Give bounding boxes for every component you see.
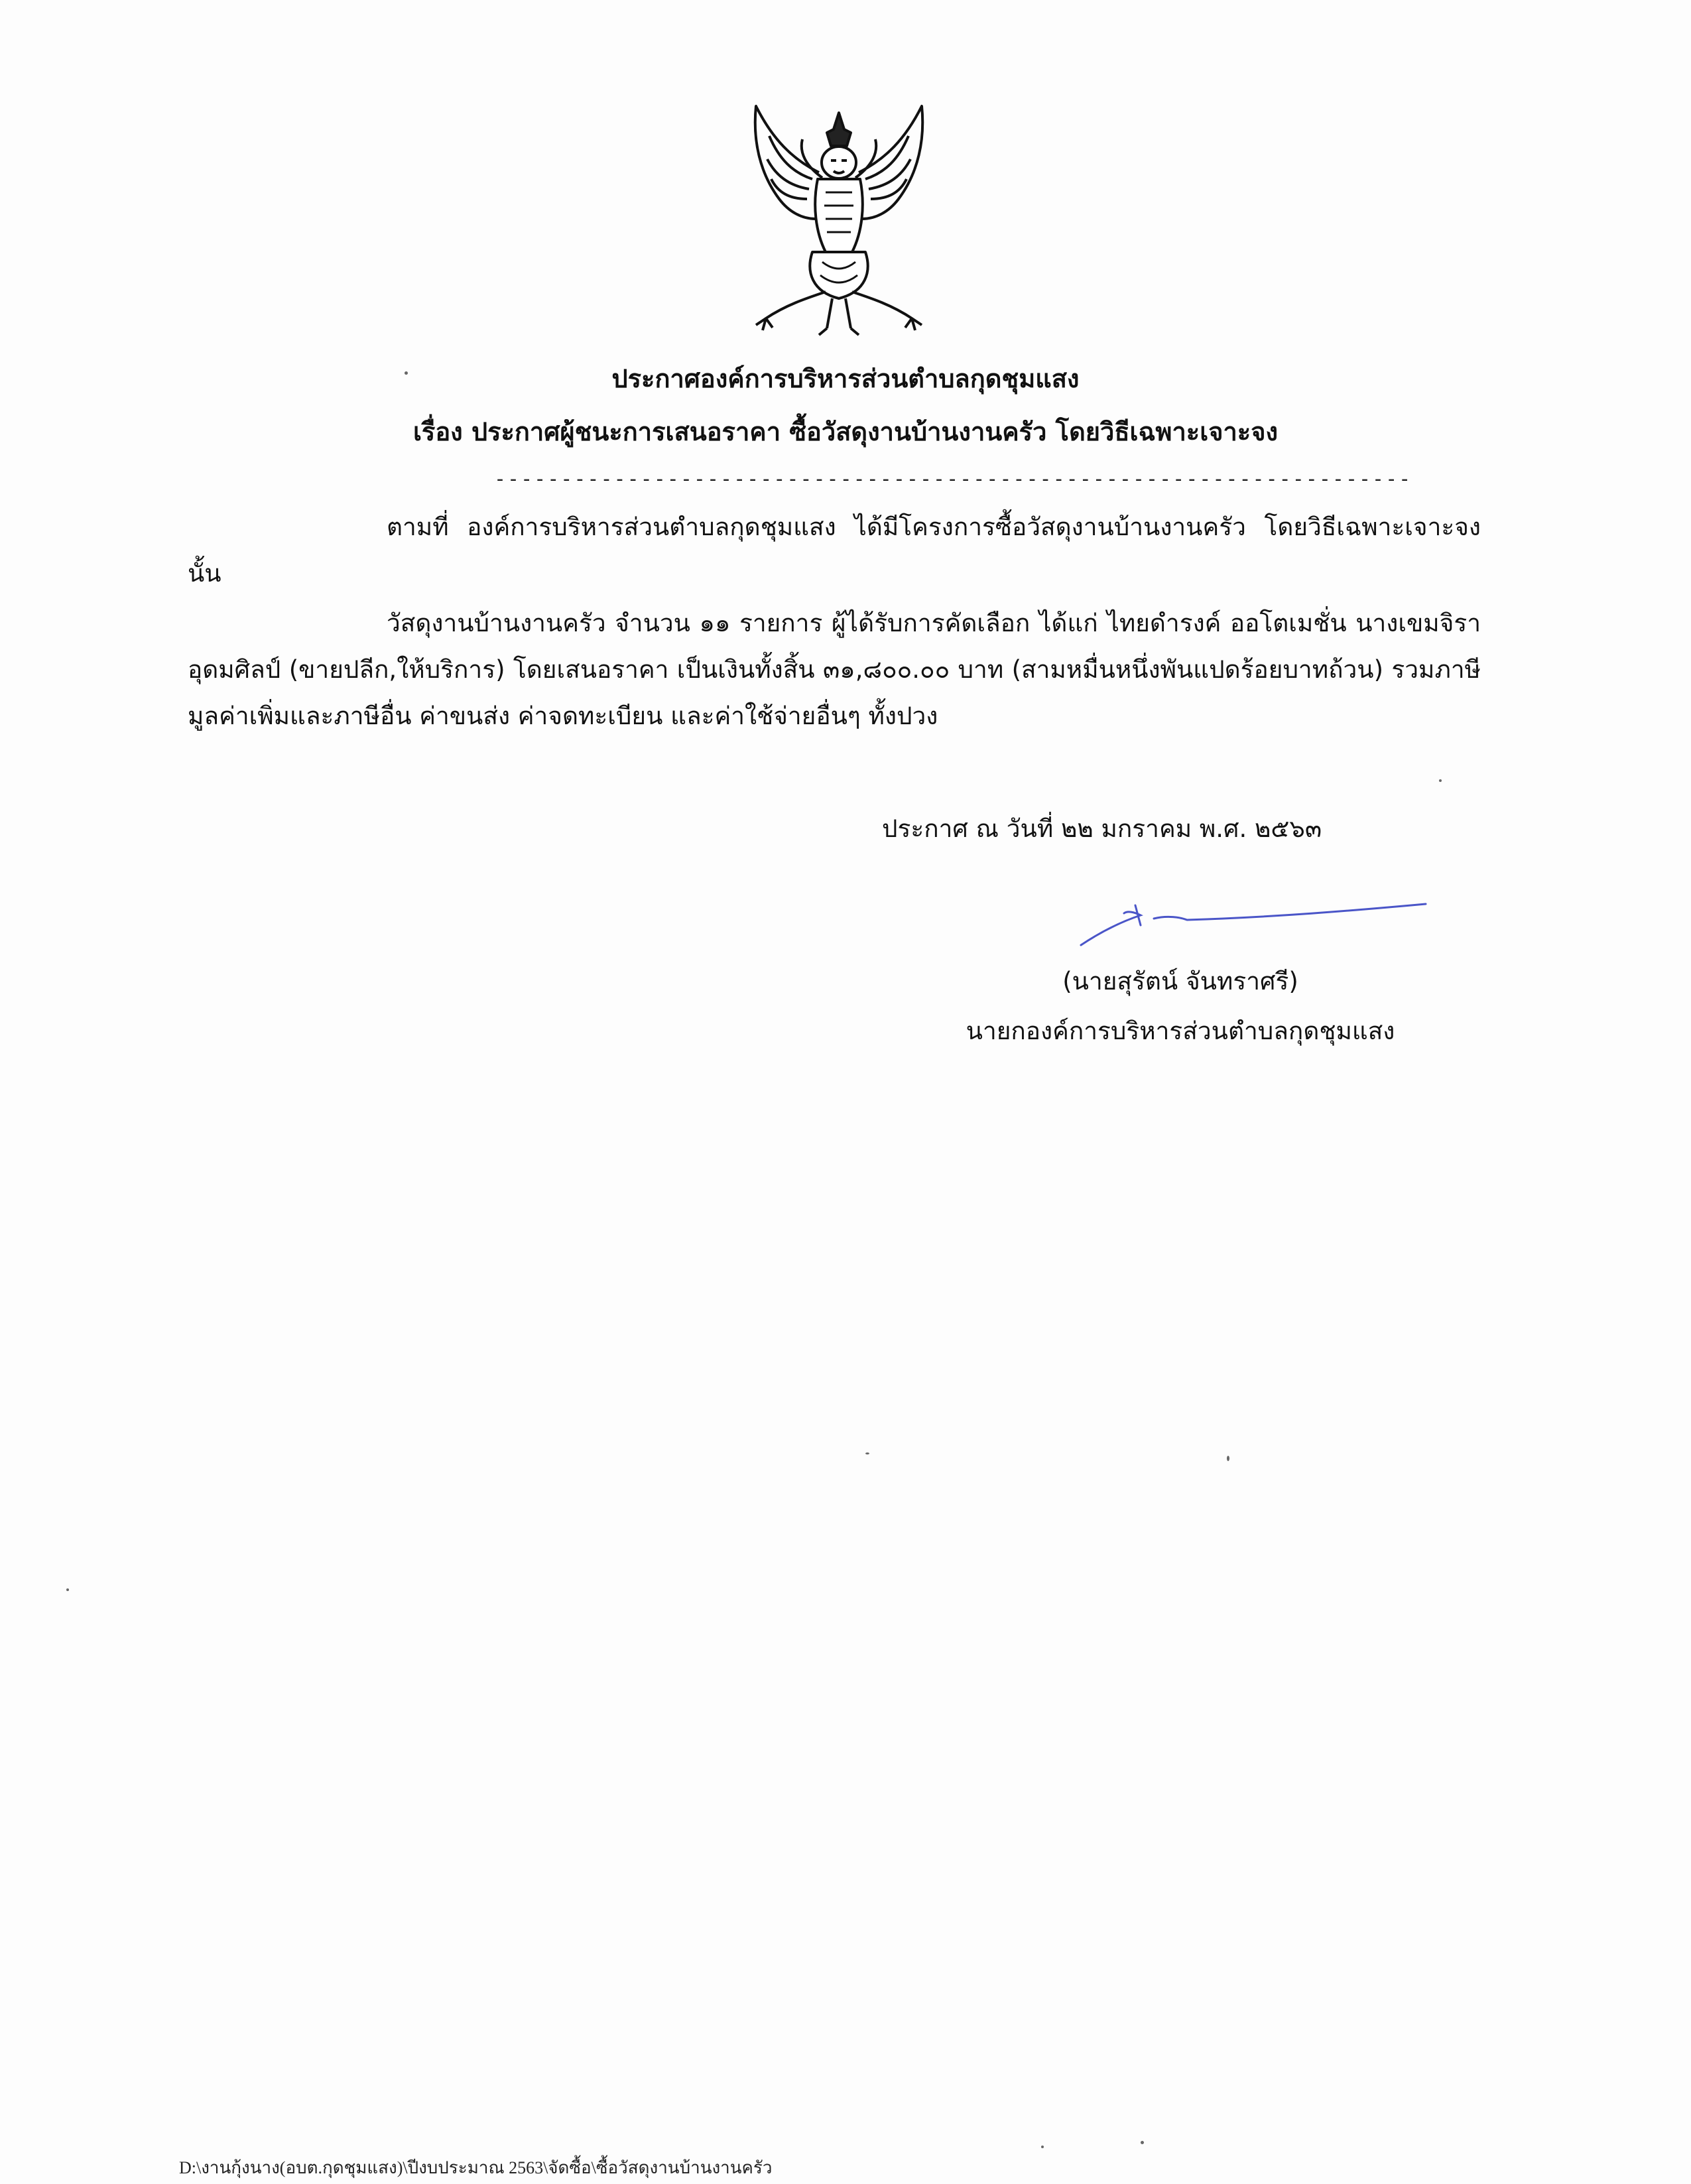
scan-speck: [1041, 2146, 1044, 2148]
announcement-date: ประกาศ ณ วันที่ ๒๒ มกราคม พ.ศ. ๒๕๖๓: [882, 814, 1322, 843]
scan-speck: [66, 1588, 69, 1591]
scan-speck: [405, 371, 408, 375]
footer-file-path: D:\งานกุ้งนาง(อบต.กุดชุมแสง)\ปีงบประมาณ 2563\จัดซื้อ\ซื้อวัสดุงานบ้านงานครัว: [179, 2158, 773, 2177]
scan-speck: [865, 1452, 869, 1454]
announcement-title: ประกาศองค์การบริหารส่วนตำบลกุดชุมแสง: [611, 364, 1080, 393]
scan-speck: [1141, 2141, 1144, 2144]
scan-speck: [1227, 1456, 1229, 1461]
signer-name: (นายสุรัตน์ จันทราศรี): [1062, 967, 1298, 996]
scan-speck: [1439, 779, 1442, 782]
title-divider: ---------------------------------------------------------------------: [494, 468, 1412, 491]
handwritten-signature-icon: [1074, 885, 1432, 958]
announcement-subject: เรื่อง ประกาศผู้ชนะการเสนอราคา ซื้อวัสดุงานบ้านงานครัว โดยวิธีเฉพาะเจาะจง: [412, 417, 1279, 446]
signer-position: นายกองค์การบริหารส่วนตำบลกุดชุมแสง: [966, 1017, 1395, 1045]
body-paragraph-1: ตามที่ องค์การบริหารส่วนตำบลกุดชุมแสง ได้มีโครงการซื้อวัสดุงานบ้านงานครัว โดยวิธีเฉพาะเจาะจง นั้น: [188, 513, 1481, 588]
garuda-emblem-icon: [733, 99, 945, 345]
body-paragraph-2: วัสดุงานบ้านงานครัว จำนวน ๑๑ รายการ ผู้ได้รับการคัดเลือก ได้แก่ ไทยดำรงค์ ออโตเมชั่น นางเขมจิรา อุดมศิลป์ (ขายปลีก,ให้บริการ) โดยเสนอราคา เป็นเงินทั้งสิ้น ๓๑,๘๐๐.๐๐ บาท (สามหมื่นหนึ่งพันแปดร้อยบาทถ้วน) รวมภาษีมูลค่าเพิ่มและภาษีอื่น ค่าขนส่ง ค่าจดทะเบียน และค่าใช้จ่ายอื่นๆ ทั้งปวง: [188, 609, 1481, 730]
